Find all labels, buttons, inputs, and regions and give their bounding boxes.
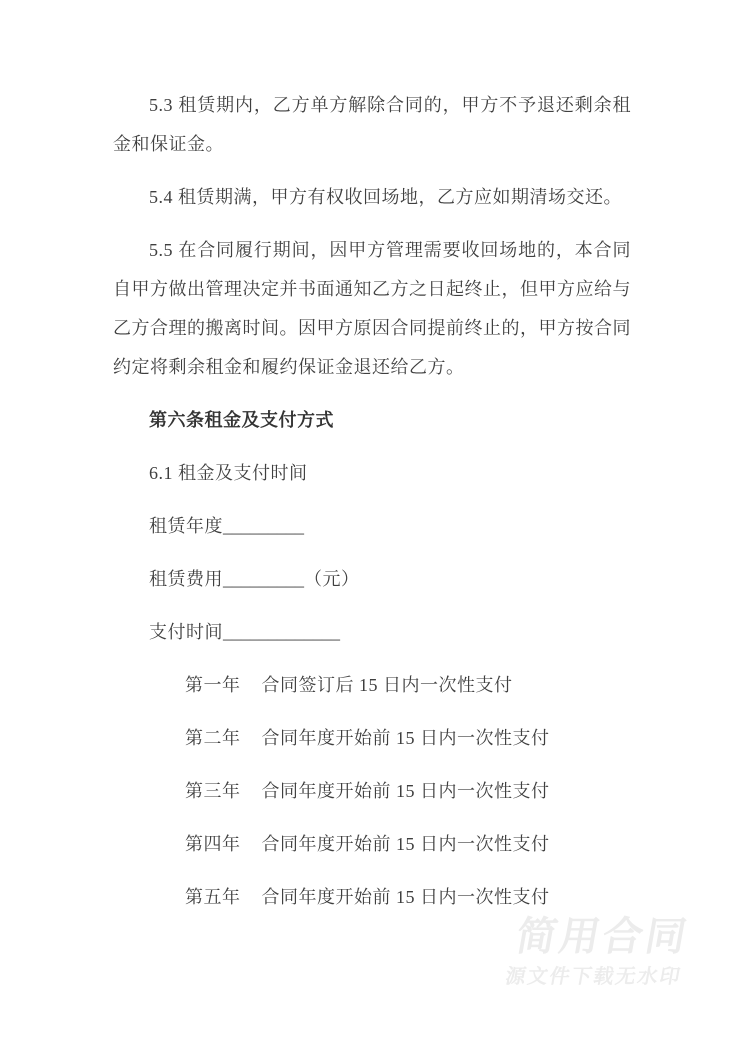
form-line-rental-year [113, 507, 631, 546]
subsection-heading-6-1: 6.1 租金及支付时间 [149, 463, 308, 483]
form-line-payment-time-label: 支付时间 [149, 622, 223, 642]
payment-row-year-1-label: 第一年 [185, 675, 241, 695]
form-line-rental-fee [113, 560, 631, 599]
form-line-rental-fee-suffix: （元） [304, 569, 360, 589]
payment-row-year-4 [113, 825, 631, 864]
payment-row-year-3 [113, 772, 631, 811]
payment-row-year-3-label: 第三年 [185, 781, 241, 801]
form-line-rental-year-blank: _________ [223, 516, 304, 536]
form-line-payment-time [113, 613, 631, 652]
section-heading-article-6: 第六条租金及支付方式 [149, 410, 334, 430]
clause-5-4: 5.4 租赁期满，甲方有权收回场地，乙方应如期清场交还。 [149, 187, 622, 207]
payment-row-year-2-terms: 合同年度开始前 15 日内一次性支付 [261, 728, 550, 748]
payment-row-year-1-terms: 合同签订后 15 日内一次性支付 [261, 675, 513, 695]
document-body [113, 86, 631, 931]
payment-row-year-2 [113, 719, 631, 758]
clause-5-3: 5.3 租赁期内，乙方单方解除合同的，甲方不予退还剩余租金和保证金。 [113, 95, 631, 154]
payment-row-year-5-label: 第五年 [185, 887, 241, 907]
payment-row-year-3-terms: 合同年度开始前 15 日内一次性支付 [261, 781, 550, 801]
payment-row-year-4-label: 第四年 [185, 834, 241, 854]
payment-row-year-4-terms: 合同年度开始前 15 日内一次性支付 [261, 834, 550, 854]
form-line-rental-year-label: 租赁年度 [149, 516, 223, 536]
payment-row-year-2-label: 第二年 [185, 728, 241, 748]
clause-5-5: 5.5 在合同履行期间，因甲方管理需要收回场地的，本合同自甲方做出管理决定并书面通知乙方之日起终止，但甲方应给与乙方合理的搬离时间。因甲方原因合同提前终止的，甲方按合同约定将剩余租金和履约保证金退还给乙方。 [113, 240, 631, 377]
watermark-brand-text: 简用合同 [512, 915, 693, 959]
form-line-rental-fee-label: 租赁费用 [149, 569, 223, 589]
watermark-tagline-text: 源文件下载无水印 [503, 966, 684, 988]
payment-row-year-5-terms: 合同年度开始前 15 日内一次性支付 [261, 887, 550, 907]
form-line-rental-fee-blank: _________ [223, 569, 304, 589]
payment-row-year-5 [113, 878, 631, 917]
form-line-payment-time-blank: _____________ [223, 622, 340, 642]
payment-row-year-1 [113, 666, 631, 705]
